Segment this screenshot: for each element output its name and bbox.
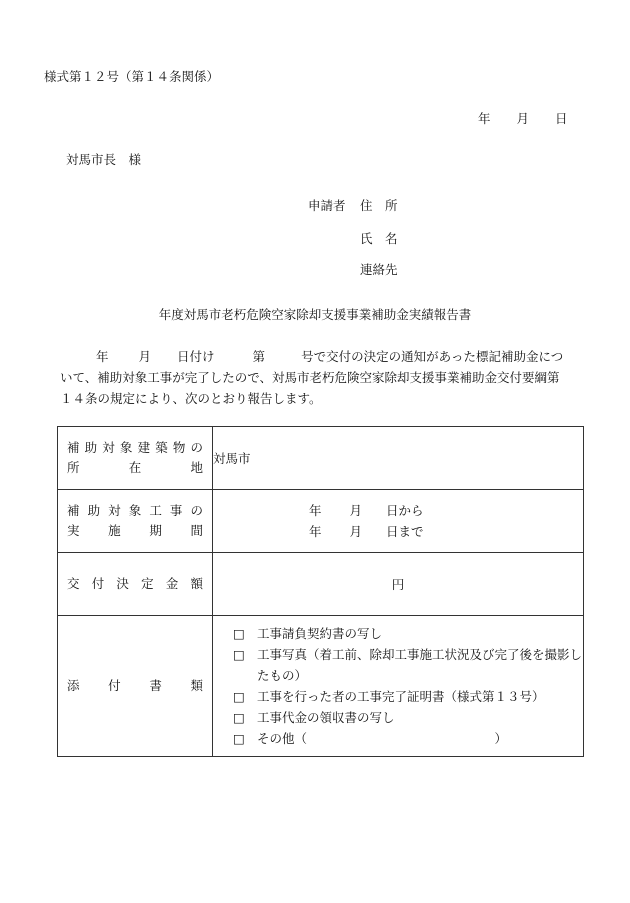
attachment-item[interactable]: □ 工事請負契約書の写し (233, 623, 575, 644)
date-year: 年 (478, 111, 491, 126)
body-dated: 日付け (177, 349, 215, 364)
applicant-address-label: 住 所 (360, 198, 398, 213)
period-from (309, 500, 583, 521)
period-label (58, 490, 213, 553)
body-year: 年 (96, 349, 109, 364)
period-to-year: 年 (309, 524, 322, 539)
document-title: 年度対馬市老朽危険空家除却支援事業補助金実績報告書 (158, 307, 472, 322)
body-paragraph (60, 346, 590, 409)
amount-label-text: 交付決定金額 (67, 576, 203, 591)
location-label-line2: 所在地 (67, 460, 203, 475)
body-line-3: １４条の規定により、次のとおり報告します。 (60, 391, 322, 406)
applicant-contact-label: 連絡先 (360, 262, 398, 277)
addressee: 対馬市長 様 (66, 152, 142, 167)
checkbox-icon[interactable]: □ (233, 626, 245, 641)
attachment-item[interactable]: □ 工事を行った者の工事完了証明書（様式第１３号） (233, 686, 575, 707)
location-row (58, 427, 584, 490)
period-row (58, 490, 584, 553)
period-from-year: 年 (309, 503, 322, 518)
period-label-line2: 実施期間 (67, 523, 203, 538)
amount-label (58, 553, 213, 616)
checkbox-icon[interactable]: □ (233, 731, 245, 746)
attachment-item-continuation: たもの） (257, 668, 308, 683)
body-number-prefix: 第 (252, 349, 266, 364)
applicant-label: 申請者 (308, 198, 346, 213)
attachment-item[interactable]: □ 工事代金の領収書の写し (233, 707, 575, 728)
location-value: 対馬市 (213, 427, 584, 490)
checkbox-icon[interactable]: □ (233, 647, 245, 662)
date-day: 日 (555, 111, 568, 126)
date-month: 月 (516, 111, 530, 126)
checkbox-icon[interactable]: □ (233, 689, 245, 704)
body-rest: 号で交付の決定の通知があった標記補助金につ (301, 349, 564, 364)
amount-row (58, 553, 584, 616)
attachment-item[interactable]: □ その他（ ） (233, 728, 575, 749)
period-from-month: 月 (349, 503, 363, 518)
body-line-1 (60, 346, 590, 367)
period-from-suffix: 日から (386, 503, 424, 518)
attachments-label-text: 添付書類 (67, 678, 203, 693)
period-to-suffix: 日まで (386, 524, 424, 539)
body-line-2: いて、補助対象工事が完了したので、対馬市老朽危険空家除却支援事業補助金交付要綱第 (60, 370, 560, 385)
attachments-row (58, 616, 584, 757)
body-month: 月 (138, 349, 152, 364)
period-label-line1: 補助対象工事の (67, 503, 203, 518)
attachments-list (213, 616, 584, 757)
attachments-label (58, 616, 213, 757)
location-label-line1: 補助対象建築物の (67, 440, 203, 455)
report-table (57, 426, 584, 757)
attachment-item[interactable]: □ 工事写真（着工前、除却工事施工状況及び完了後を撮影し (233, 644, 575, 665)
date-line (478, 109, 568, 127)
applicant-name-label: 氏 名 (360, 231, 398, 246)
amount-value: 円 (213, 553, 584, 616)
period-to (309, 521, 583, 542)
location-label (58, 427, 213, 490)
form-number: 様式第１２号（第１４条関係） (44, 69, 220, 84)
checkbox-icon[interactable]: □ (233, 710, 245, 725)
period-to-month: 月 (349, 524, 363, 539)
period-value (213, 490, 584, 553)
